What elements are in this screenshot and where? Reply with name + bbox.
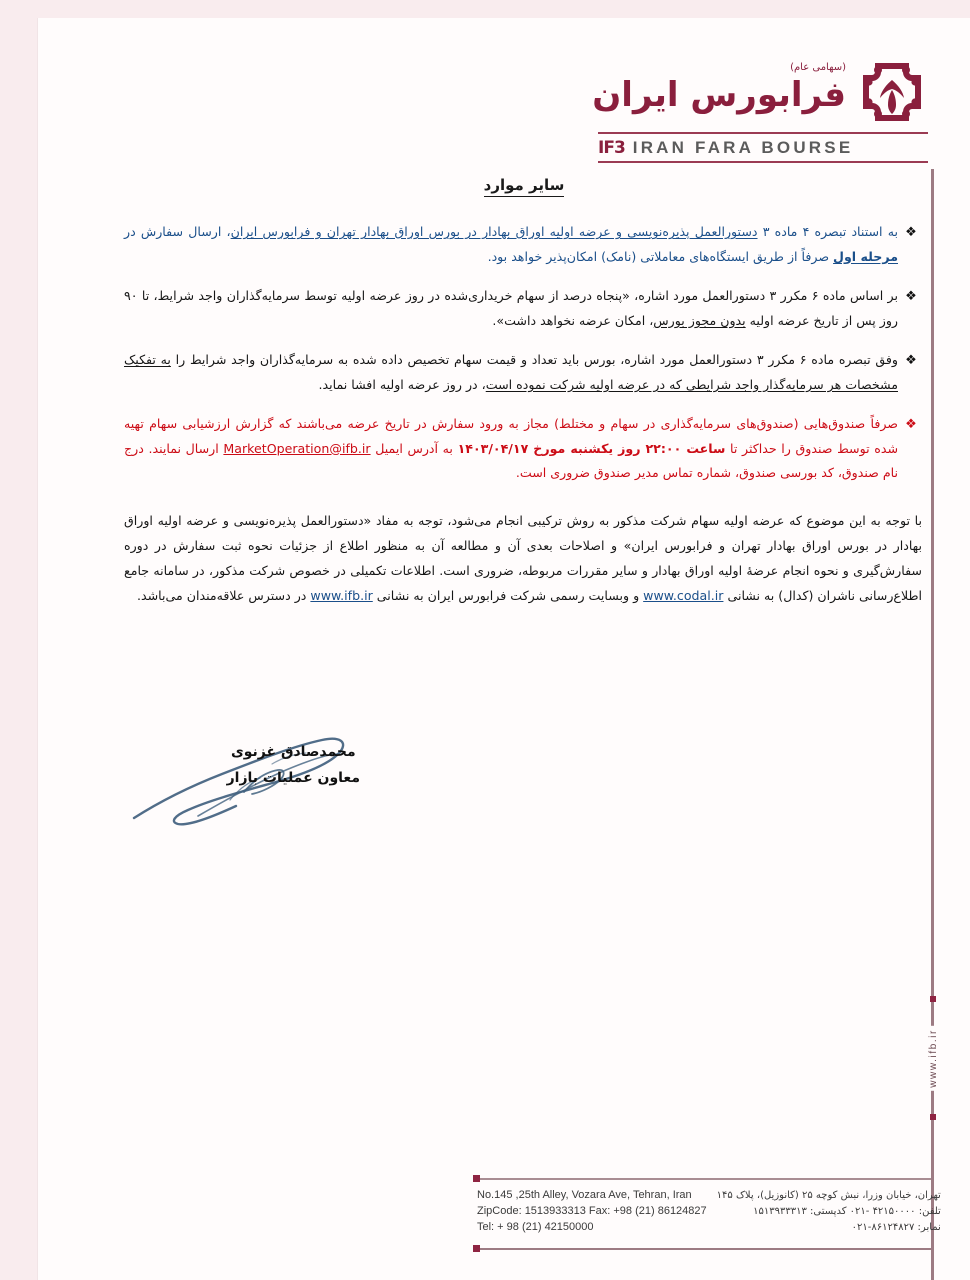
bullet-text — [124, 348, 898, 397]
signature-block — [126, 718, 386, 838]
logo-persian-suffix: (سهامی عام) — [790, 62, 846, 73]
footer-english-line: ZipCode: 1513933313 Fax: +98 (21) 86124827 — [477, 1204, 707, 1217]
bullet-diamond-icon: ❖ — [905, 417, 917, 433]
text-segment-3[interactable]: www.ifb.ir — [310, 588, 373, 604]
footer-rule-bottom — [477, 1248, 931, 1251]
text-segment-0: صرفاً صندوق‌هایی (صندوق‌های سرمایه‌گذاری در سهام و مختلط) مجاز به ورود سفارش در تاریخ عرضه می‌باشند که گزارش ارزشیابی سهام تهیه شده توسط صندوق را حداکثر تا — [124, 416, 898, 456]
logo-divider-top — [598, 132, 928, 134]
bullet-item — [124, 220, 924, 269]
logo-english-row — [598, 136, 928, 159]
signature-name-lines — [227, 740, 360, 792]
side-website-url — [922, 996, 944, 1120]
logo-divider-bottom — [598, 161, 928, 163]
signer-position: معاون عملیات بازار — [226, 769, 360, 786]
text-segment-2: ، امکان عرضه نخواهد داشت». — [492, 312, 654, 328]
ifb-emblem-icon — [856, 56, 928, 128]
text-segment-0: به استناد تبصره ۴ ماده ۳ — [757, 224, 898, 239]
text-segment-2: ، ارسال سفارش در — [124, 224, 231, 239]
signer-name: محمدصادق غزنوی — [230, 744, 356, 760]
text-segment-2: ، در روز عرضه اولیه افشا نماید. — [318, 376, 486, 392]
bullet-text — [124, 220, 898, 269]
bullet-item — [124, 412, 924, 486]
page-title — [124, 176, 924, 194]
footer-cap-top-icon — [473, 1175, 480, 1182]
square-marker-top-icon — [930, 996, 936, 1002]
text-segment-2: به آدرس ایمیل — [370, 440, 458, 456]
bullet-list — [124, 220, 924, 486]
footer-address-english — [477, 1188, 717, 1236]
footer-persian-line: نمابر: ۸۶۱۲۴۸۲۷-۰۲۱ — [851, 1222, 941, 1233]
page-title-text: سایر موارد — [484, 176, 565, 197]
footer-contact-block — [477, 1188, 941, 1236]
text-segment-4: در دسترس علاقه‌مندان می‌باشد. — [136, 588, 311, 604]
bullet-text — [124, 284, 898, 333]
footer-cap-bottom-icon — [473, 1245, 480, 1252]
bullet-diamond-icon: ❖ — [905, 225, 917, 240]
logo-if3-mark: IF3 — [598, 138, 625, 158]
logo-english-name: IRAN FARA BOURSE — [632, 138, 854, 157]
closing-paragraph — [124, 508, 924, 609]
bullet-diamond-icon: ❖ — [905, 289, 917, 305]
company-logo — [592, 54, 928, 165]
footer-address-persian — [717, 1188, 950, 1236]
page-footer — [42, 1178, 941, 1250]
footer-english-line: Tel: + 98 (21) 42150000 — [477, 1220, 594, 1233]
text-segment-1: به تفکیک مشخصات هر سرمایه‌گذار واجد شرایطی که در عرضه اولیه شرکت نموده است — [124, 352, 898, 392]
footer-persian-line: تهران، خیابان وزرا، نبش کوچه ۲۵ (کانوزیل)، پلاک ۱۴۵ — [716, 1190, 941, 1201]
footer-persian-line: تلفن: ۴۲۱۵۰۰۰۰ -۰۲۱ کدپستی: ۱۵۱۳۹۳۳۳۱۳ — [753, 1206, 941, 1217]
logo-persian-name — [592, 62, 846, 115]
bullet-item — [124, 348, 924, 397]
text-segment-0: وفق تبصره ماده ۶ مکرر ۳ دستورالعمل مورد اشاره، بورس باید تعداد و قیمت سهام تخصیص داده شده به سرمایه‌گذاران واجد شرایط را — [170, 352, 898, 368]
text-segment-0: با توجه به این موضوع که عرضه اولیه سهام شرکت مذکور به روش ترکیبی انجام می‌شود، توجه به مفاد «دستورالعمل پذیره‌نویسی و عرضه اولیه اوراق بهادار در بورس اوراق بهادار تهران و فرابورس ایران» و اصلاحات بعدی آن و مطالعه آن به منظور اطلاع از جزئیات نحوه ثبت سفارش در دوره سفارش‌گیری و نحوه انجام عرضهٔ اولیه اوراق بهادار و سایر مقررات مربوطه، ضروری است. اطلاعات تکمیلی در خصوص شرکت مذکور، در سامانه جامع اطلاع‌رسانی ناشران (کدال) به نشانی — [124, 512, 922, 604]
text-segment-3: مرحله اول — [833, 248, 898, 264]
text-segment-2: و وبسایت رسمی شرکت فرابورس ایران به نشانی — [372, 588, 644, 604]
logo-row — [592, 54, 928, 130]
text-segment-3[interactable]: MarketOperation@ifb.ir — [223, 440, 371, 456]
text-segment-1: دستورالعمل پذیره‌نویسی و عرضه اولیه اوراق بهادار در بورس اوراق بهادار تهران و فرابورس ایران — [230, 224, 758, 239]
text-segment-4: ارسال نمایند. درج نام صندوق، کد بورسی صندوق، شماره تماس مدیر صندوق ضروری است. — [124, 440, 898, 481]
text-segment-1[interactable]: www.codal.ir — [643, 588, 724, 604]
footer-rule-top — [477, 1178, 931, 1180]
bullet-diamond-icon: ❖ — [905, 353, 917, 369]
bullet-item — [124, 284, 924, 333]
text-segment-1: بدون مجوز بورس — [653, 312, 746, 328]
logo-persian-name-text: فرابورس ایران — [592, 75, 846, 115]
side-url-text: www.ifb.ir — [928, 1026, 939, 1091]
bullet-text — [124, 412, 898, 486]
text-segment-0: بر اساس ماده ۶ مکرر ۳ دستورالعمل مورد اشاره، «پنجاه درصد از سهام خریداری‌شده در روز عرضه اولیه توسط سرمایه‌گذاران واجد شرایط، تا ۹۰ روز پس از تاریخ عرضه اولیه — [124, 288, 898, 328]
document-page — [38, 18, 970, 1280]
footer-english-line: No.145 ,25th Alley, Vozara Ave, Tehran, Iran — [477, 1189, 692, 1201]
document-body — [124, 176, 924, 609]
text-segment-4: صرفاً از طریق ایستگاه‌های معاملاتی (نامک) امکان‌پذیر خواهد بود. — [487, 248, 834, 264]
square-marker-bottom-icon — [930, 1114, 936, 1120]
text-segment-1: ساعت ۲۲:۰۰ روز یکشنبه مورخ ۱۴۰۳/۰۴/۱۷ — [457, 440, 726, 456]
